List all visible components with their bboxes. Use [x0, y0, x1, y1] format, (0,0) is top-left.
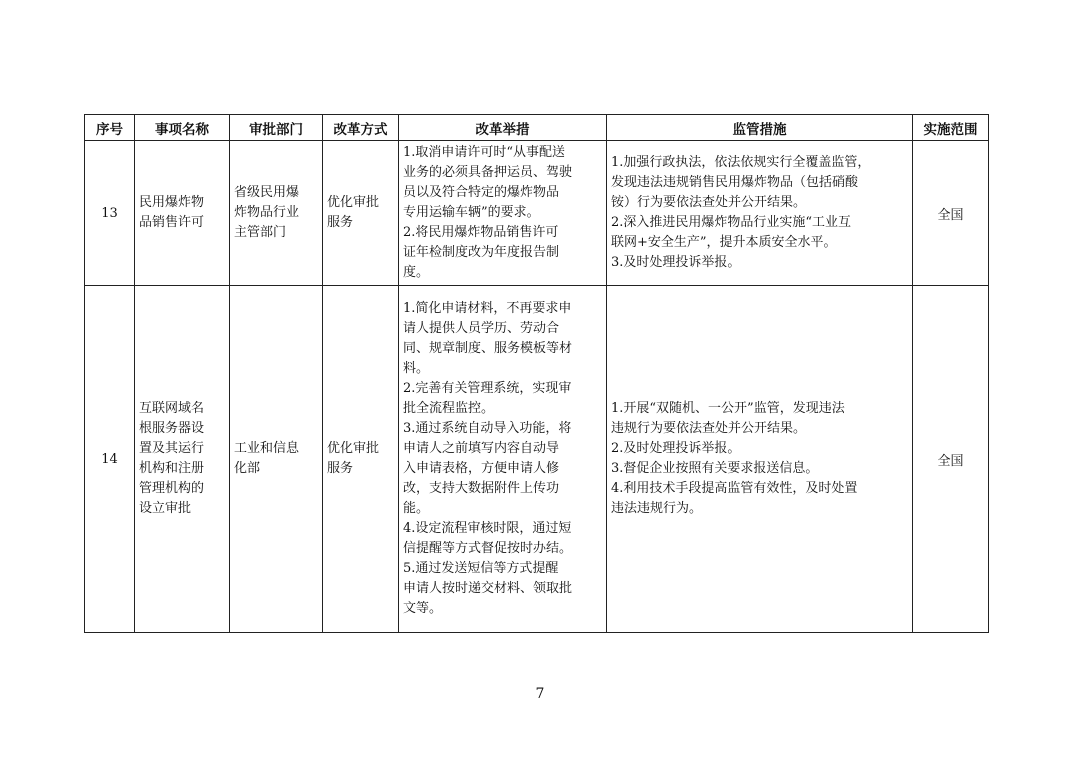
- cell-text-line: 置及其运行: [139, 441, 205, 456]
- row-number: 14: [85, 286, 135, 633]
- cell-text-line: 2.及时处理投诉举报。: [611, 441, 741, 456]
- cell-text-line: 炸物品行业: [234, 205, 300, 220]
- header-no: 序号: [85, 115, 135, 141]
- cell-text-line: 3.督促企业按照有关要求报送信息。: [611, 461, 819, 476]
- cell-text-line: 申请人之前填写内容自动导: [403, 441, 560, 456]
- header-item-name: 事项名称: [135, 115, 230, 141]
- cell-text-line: 机构和注册: [139, 461, 205, 476]
- cell-text-line: 信提醒等方式督促按时办结。: [403, 541, 573, 556]
- reform-method-cell: [323, 286, 399, 633]
- cell-text-line: 1.开展“双随机、一公开”监管，发现违法: [611, 401, 845, 416]
- scope-cell: 全国: [913, 141, 989, 286]
- supervision-measures-cell: [607, 141, 913, 286]
- table-row: [85, 141, 989, 286]
- supervision-measures-cell: [607, 286, 913, 633]
- cell-text-line: 2.完善有关管理系统，实现审: [403, 381, 572, 396]
- reform-table: [84, 114, 989, 633]
- cell-text-line: 联网+安全生产”，提升本质安全水平。: [611, 235, 837, 250]
- cell-text-line: 化部: [234, 461, 261, 476]
- cell-text-line: 违规行为要依法查处并公开结果。: [611, 421, 807, 436]
- reform-measures-cell: [399, 141, 607, 286]
- cell-text-line: 互联网域名: [139, 401, 205, 416]
- item-name-cell: [135, 286, 230, 633]
- cell-text-line: 同、规章制度、服务模板等材: [403, 341, 573, 356]
- cell-text-line: 铵）行为要依法查处并公开结果。: [611, 195, 807, 210]
- cell-text-line: 员以及符合特定的爆炸物品: [403, 185, 560, 200]
- cell-text-line: 1.取消申请许可时“从事配送: [403, 145, 566, 160]
- cell-text-line: 2.将民用爆炸物品销售许可: [403, 225, 559, 240]
- cell-text-line: 料。: [403, 361, 430, 376]
- cell-text-line: 优化审批: [327, 441, 380, 456]
- cell-text-line: 申请人按时递交材料、领取批: [403, 581, 573, 596]
- cell-text-line: 度。: [403, 265, 430, 280]
- cell-text-line: 民用爆炸物: [139, 195, 205, 210]
- cell-text-line: 违法违规行为。: [611, 501, 703, 516]
- cell-text-line: 1.加强行政执法，依法依规实行全覆盖监管，: [611, 155, 871, 170]
- cell-text-line: 专用运输车辆”的要求。: [403, 205, 540, 220]
- cell-text-line: 根服务器设: [139, 421, 205, 436]
- cell-text-line: 2.深入推进民用爆炸物品行业实施“工业互: [611, 215, 852, 230]
- item-name-cell: [135, 141, 230, 286]
- cell-text-line: 优化审批: [327, 195, 380, 210]
- cell-text-line: 4.利用技术手段提高监管有效性，及时处置: [611, 481, 858, 496]
- cell-text-line: 品销售许可: [139, 215, 205, 230]
- approval-dept-cell: [230, 286, 323, 633]
- cell-text-line: 请人提供人员学历、劳动合: [403, 321, 560, 336]
- cell-text-line: 工业和信息: [234, 441, 300, 456]
- table-header-row: [85, 115, 989, 141]
- header-scope: 实施范围: [913, 115, 989, 141]
- reform-method-cell: [323, 141, 399, 286]
- cell-text-line: 3.通过系统自动导入功能，将: [403, 421, 572, 436]
- cell-text-line: 发现违法违规销售民用爆炸物品（包括硝酸: [611, 175, 859, 190]
- cell-text-line: 能。: [403, 501, 430, 516]
- row-number: 13: [85, 141, 135, 286]
- table-row: [85, 286, 989, 633]
- cell-text-line: 服务: [327, 461, 354, 476]
- cell-text-line: 1.简化申请材料，不再要求申: [403, 301, 572, 316]
- cell-text-line: 省级民用爆: [234, 185, 300, 200]
- cell-text-line: 改，支持大数据附件上传功: [403, 481, 560, 496]
- cell-text-line: 4.设定流程审核时限，通过短: [403, 521, 572, 536]
- reform-measures-cell: [399, 286, 607, 633]
- cell-text-line: 设立审批: [139, 501, 192, 516]
- cell-text-line: 主管部门: [234, 225, 287, 240]
- header-reform-method: 改革方式: [323, 115, 399, 141]
- cell-text-line: 业务的必须具备押运员、驾驶: [403, 165, 573, 180]
- cell-text-line: 入申请表格，方便申请人修: [403, 461, 560, 476]
- cell-text-line: 批全流程监控。: [403, 401, 495, 416]
- cell-text-line: 文等。: [403, 601, 443, 616]
- cell-text-line: 管理机构的: [139, 481, 205, 496]
- approval-dept-cell: [230, 141, 323, 286]
- cell-text-line: 5.通过发送短信等方式提醒: [403, 561, 559, 576]
- header-reform-measures: 改革举措: [399, 115, 607, 141]
- cell-text-line: 服务: [327, 215, 354, 230]
- header-approval-dept: 审批部门: [230, 115, 323, 141]
- cell-text-line: 3.及时处理投诉举报。: [611, 255, 741, 270]
- cell-text-line: 证年检制度改为年度报告制: [403, 245, 560, 260]
- page-number: 7: [535, 686, 545, 702]
- scope-cell: 全国: [913, 286, 989, 633]
- header-supervision-measures: 监管措施: [607, 115, 913, 141]
